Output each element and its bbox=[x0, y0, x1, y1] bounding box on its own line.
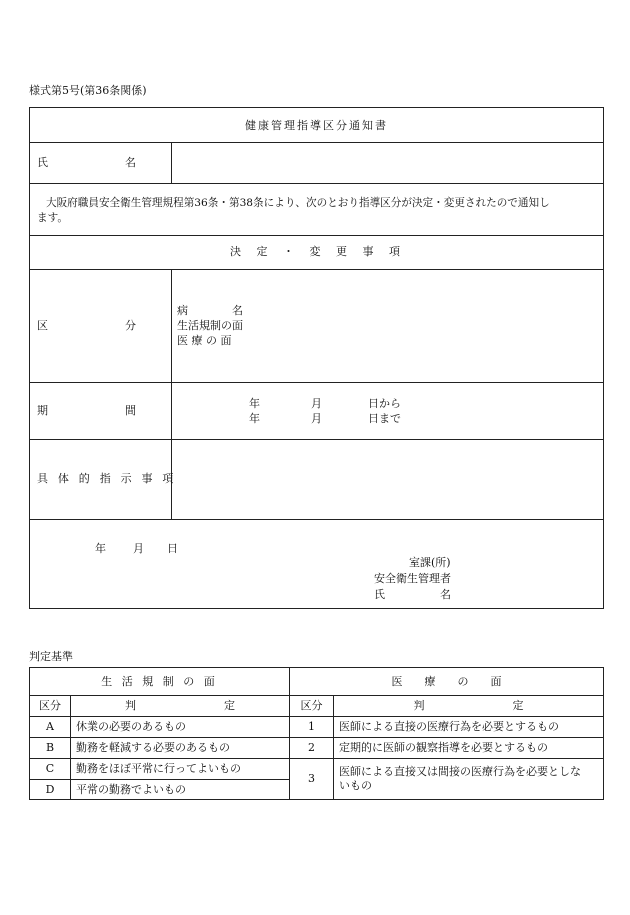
date-month: 月 bbox=[133, 542, 144, 555]
divider bbox=[30, 695, 603, 696]
divider bbox=[30, 235, 603, 236]
issuer-office: 室課(所) bbox=[409, 556, 451, 569]
instructions-field[interactable] bbox=[173, 440, 603, 518]
right-code-1: 1 bbox=[308, 720, 315, 733]
notification-form bbox=[29, 107, 604, 609]
divider bbox=[30, 519, 603, 520]
col-category-right: 区分 bbox=[300, 699, 323, 712]
right-code-3: 3 bbox=[308, 772, 315, 785]
issuer-name-label: 氏 名 bbox=[374, 588, 451, 601]
criteria-title: 判定基準 bbox=[29, 650, 73, 663]
divider bbox=[30, 737, 603, 738]
right-code-2: 2 bbox=[308, 741, 315, 754]
divider bbox=[30, 382, 603, 383]
col-category-left: 区分 bbox=[39, 699, 61, 712]
left-code-c: C bbox=[45, 762, 55, 775]
name-label: 氏 名 bbox=[37, 156, 136, 169]
left-text-a: 休業の必要のあるもの bbox=[76, 720, 186, 733]
divider bbox=[30, 269, 603, 270]
right-text-2: 定期的に医師の観察指導を必要とするもの bbox=[339, 741, 548, 754]
left-text-d: 平常の勤務でよいもの bbox=[76, 783, 186, 796]
col-judgment-right: 判 定 bbox=[413, 699, 524, 712]
divider bbox=[30, 779, 289, 780]
category-item-medical: 医 療 の 面 bbox=[177, 334, 232, 347]
notice-text-line2: ます。 bbox=[37, 212, 68, 224]
instructions-label bbox=[37, 472, 183, 486]
period-from-day: 日から bbox=[368, 397, 401, 410]
divider bbox=[30, 183, 603, 184]
category-label: 区 分 bbox=[37, 319, 136, 332]
period-to-month: 月 bbox=[311, 412, 322, 425]
right-text-1: 医師による直接の医療行為を必要とするもの bbox=[339, 720, 559, 733]
left-code-a: A bbox=[46, 720, 54, 733]
right-text-3: 医師による直接又は間接の医療行為を必要としな bbox=[339, 765, 581, 778]
right-text-3-cont: いもの bbox=[339, 779, 372, 792]
divider bbox=[30, 758, 603, 759]
period-from-month: 月 bbox=[311, 397, 322, 410]
name-field[interactable] bbox=[173, 143, 603, 183]
date-year: 年 bbox=[95, 542, 106, 555]
col-judgment-left: 判 定 bbox=[125, 699, 235, 712]
category-item-lifestyle: 生活規制の面 bbox=[177, 319, 243, 332]
category-item-disease: 病 名 bbox=[177, 304, 243, 317]
instructions-label-text: 具体的指示事項 bbox=[37, 472, 184, 485]
period-to-year: 年 bbox=[249, 412, 260, 425]
date-day: 日 bbox=[167, 542, 178, 555]
period-label: 期 間 bbox=[37, 404, 136, 417]
left-text-b: 勤務を軽減する必要のあるもの bbox=[76, 741, 230, 754]
period-to-day: 日まで bbox=[368, 412, 401, 425]
divider bbox=[171, 142, 172, 183]
section-header: 決 定 ・ 変 更 事 項 bbox=[230, 245, 403, 258]
notice-text-line1: 大阪府職員安全衛生管理規程第36条・第38条により、次のとおり指導区分が決定・変更されたので通知し bbox=[46, 197, 550, 209]
left-code-b: B bbox=[45, 741, 55, 754]
issuer-role: 安全衛生管理者 bbox=[374, 572, 451, 585]
medical-header: 医 療 の 面 bbox=[391, 675, 502, 688]
criteria-table bbox=[29, 667, 604, 800]
form-number: 様式第5号(第36条関係) bbox=[29, 84, 147, 97]
left-code-d: D bbox=[45, 783, 55, 796]
lifestyle-header: 生 活 規 制 の 面 bbox=[101, 675, 218, 688]
divider bbox=[30, 716, 603, 717]
left-text-c: 勤務をほぼ平常に行ってよいもの bbox=[76, 762, 241, 775]
form-title: 健康管理指導区分通知書 bbox=[245, 119, 388, 132]
period-from-year: 年 bbox=[249, 397, 260, 410]
